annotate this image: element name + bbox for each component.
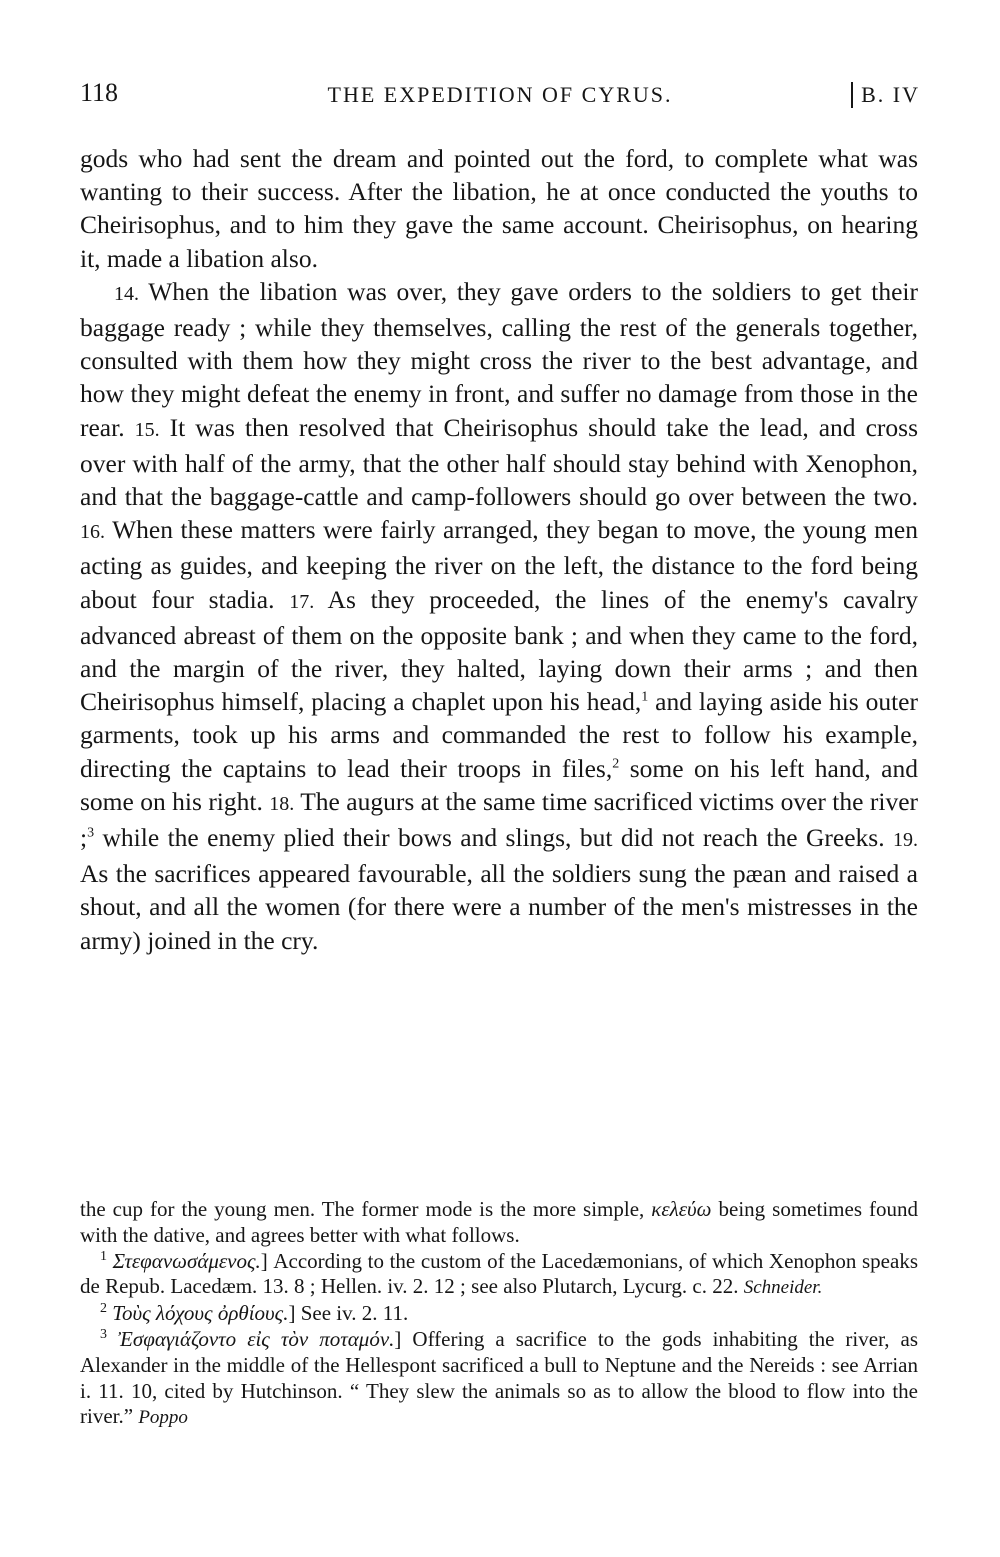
section-number: 14. bbox=[114, 282, 139, 305]
section-number: 18. bbox=[269, 792, 295, 815]
running-header bbox=[80, 78, 920, 118]
footnote-ref: 3 bbox=[87, 825, 95, 841]
section-text: and laying aside his outer garments, took up his arms and commanded the rest to follow his example, directing the captains to lead their troops in files, bbox=[80, 687, 918, 783]
section-number: 17. bbox=[289, 590, 315, 613]
section-text: some on his left hand, and some on his right. bbox=[80, 753, 919, 816]
paragraph-continued: gods who had sent the dream and pointed out the ford, to complete what was wanting to their success. After the libation, he at once conducted the youths to Cheirisophus, and to him they gave the same account. Cheirisophus, on hearing it, made a libation also. bbox=[80, 144, 918, 273]
footnote-ref: 2 bbox=[612, 756, 620, 772]
footnote-ref: 1 bbox=[641, 689, 649, 705]
section-text: while the enemy plied their bows and slings, but did not reach the Greeks. bbox=[94, 823, 893, 853]
footnote-1: $^1$ Στεφανωσάμενος.] According to the custom of the Lacedæmonians, of which Xenophon speaks de Repub. Lacedæm. 13. 8 ; Hellen. iv. 2. 12 ; see also Plutarch, Lycurg. c. 22. Schneider. bbox=[80, 1248, 918, 1299]
greek-lemma: Τοὺς λόχους ὀρθίους. bbox=[112, 1301, 289, 1326]
footnote-mark: 3 bbox=[100, 1326, 107, 1342]
section-text: As the sacrifices appeared favourable, all the soldiers sung the pæan and raised a shout, and all the women (for there were a number of the men's mistresses in the army) joined in the cry. bbox=[80, 859, 918, 955]
section-text: When these matters were fairly arranged, they began to move, the young men acting as guides, and keeping the river on the left, the distance to the ford being about four stadia. bbox=[80, 515, 918, 614]
footnote-mark: 2 bbox=[100, 1301, 107, 1317]
running-title: THE EXPEDITION OF CYRUS. bbox=[327, 82, 673, 107]
footnote-author: Schneider. bbox=[743, 1277, 823, 1299]
greek-word: κελεύω bbox=[651, 1197, 712, 1221]
footnote-mark: 1 bbox=[100, 1248, 107, 1264]
greek-lemma: Ἐσφαγιάζοντο εἰς τὸν ποταμόν. bbox=[118, 1326, 395, 1351]
footnote-3: $^3$ Ἐσφαγιάζοντο εἰς τὸν ποταμόν.] Offering a sacrifice to the gods inhabiting the river, as Alexander in the middle of the Hellespont sacrificed a bull to Neptune and the Nereids : see Arrian i. 11. 10, cited by Hutchinson. “ They slew the animals so as to allow the blood to flow into the river.” Poppo bbox=[80, 1326, 918, 1429]
book-marker: B. IV bbox=[851, 82, 920, 108]
footnote-author: Poppo bbox=[138, 1407, 188, 1429]
section-number: 15. bbox=[134, 418, 160, 441]
section-text: When the libation was over, they gave orders to the soldiers to get their baggage ready ; while they themselves, calling the rest of the generals together, consulted with them how they might cross the river to the best advantage, and how they might defeat the enemy in front, and suffer no damage from those in the rear. bbox=[80, 276, 918, 442]
section-text: The augurs at the same time sacrificed victims over the river ; bbox=[80, 786, 918, 853]
footnotes bbox=[80, 1197, 918, 1431]
footnote-2: $^2$ Τοὺς λόχους ὀρθίους.] See iv. 2. 11. bbox=[100, 1301, 409, 1326]
paragraph-sections bbox=[80, 275, 918, 957]
main-text bbox=[80, 142, 918, 957]
page-number: 118 bbox=[80, 78, 119, 107]
section-number: 19. bbox=[893, 829, 918, 852]
footnote-continued: the cup for the young men. The former mode is the more simple, κελεύω being sometimes found with the dative, and agrees better with what follows. bbox=[80, 1197, 918, 1247]
section-number: 16. bbox=[80, 521, 105, 544]
section-text: It was then resolved that Cheirisophus should take the lead, and cross over with half of the army, that the other half should stay behind with Xenophon, and that the baggage-cattle and camp-followers should go over between the two. bbox=[80, 412, 918, 512]
greek-lemma: Στεφανωσάμενος. bbox=[112, 1248, 261, 1273]
section-text: As they proceeded, the lines of the enemy's cavalry advanced abreast of them on the opposite bank ; and when they came to the ford, and the margin of the river, they halted, laying down their arms ; and then Cheirisophus himself, placing a chaplet upon his head, bbox=[80, 584, 919, 717]
